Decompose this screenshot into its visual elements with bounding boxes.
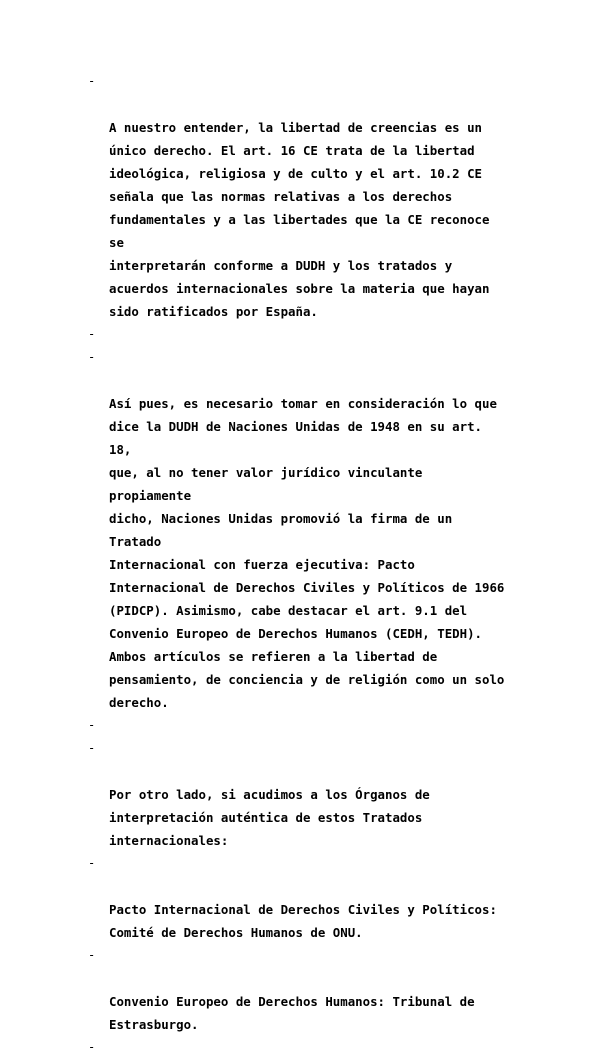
- list-item: [88, 737, 508, 852]
- list-item-empty: [88, 714, 508, 737]
- bullet-dash: -: [88, 1040, 96, 1054]
- bullet-list: [88, 70, 508, 1059]
- list-item: [88, 944, 508, 1036]
- list-item-empty: [88, 1036, 508, 1059]
- bullet-dash: -: [88, 74, 96, 88]
- list-item-text: Por otro lado, si acudimos a los Órganos de interpretación auténtica de estos Tratados internacionales:: [109, 787, 430, 848]
- bullet-dash: -: [88, 327, 96, 341]
- bullet-dash: -: [88, 948, 96, 962]
- list-item: [88, 70, 508, 323]
- bullet-dash: -: [88, 741, 96, 755]
- list-item: [88, 346, 508, 714]
- list-item: [88, 852, 508, 944]
- list-item-text: Así pues, es necesario tomar en consideración lo que dice la DUDH de Naciones Unidas de 1948 en su art. 18, que, al no tener valor jurídico vinculante propiamente dicho, Naciones Unidas promovió la firma de un Tratado Internacional con fuerza ejecutiva: Pacto Internacional de Derechos Civiles y Políticos de 1966 (PIDCP). Asimismo, cabe destacar el art. 9.1 del Convenio Europeo de Derechos Humanos (CEDH, TEDH). Ambos artículos se refieren a la libertad de pensamiento, de conciencia y de religión como un solo derecho.: [109, 396, 505, 710]
- list-item-empty: [88, 323, 508, 346]
- bullet-dash: -: [88, 350, 96, 364]
- list-item-text: Convenio Europeo de Derechos Humanos: Tribunal de Estrasburgo.: [109, 994, 475, 1032]
- list-item-text: A nuestro entender, la libertad de creencias es un único derecho. El art. 16 CE trata de la libertad ideológica, religiosa y de culto y el art. 10.2 CE señala que las normas relativas a los derechos fundamentales y a las libertades que la CE reconoce se interpretarán conforme a DUDH y los tratados y acuerdos internacionales sobre la materia que hayan sido ratificados por España.: [109, 120, 490, 319]
- list-item-text: Pacto Internacional de Derechos Civiles y Políticos: Comité de Derechos Humanos de ONU.: [109, 902, 497, 940]
- bullet-dash: -: [88, 856, 96, 870]
- bullet-dash: -: [88, 718, 96, 732]
